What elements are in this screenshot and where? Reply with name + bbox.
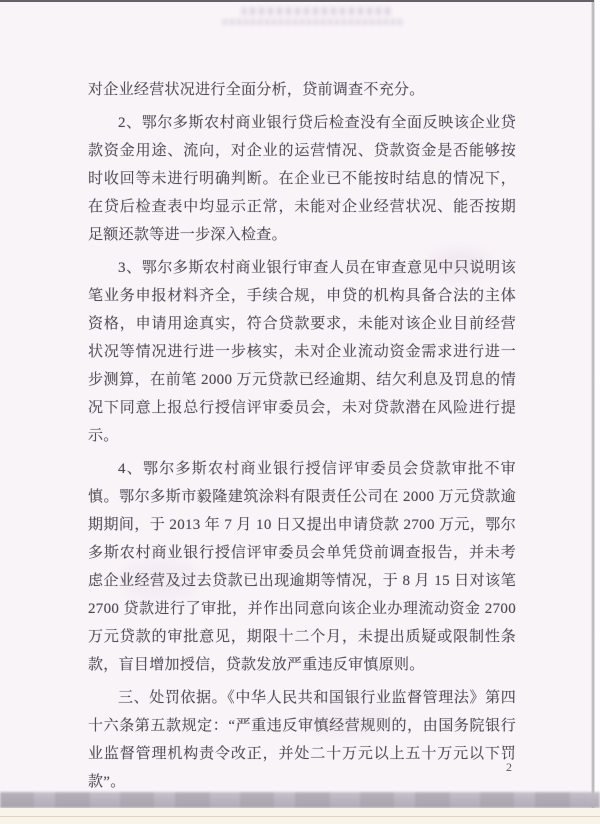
bleed-through-smudge [222,4,402,30]
paragraph-finding-3: 3、鄂尔多斯农村商业银行审查人员在审查意见中只说明该笔业务申报材料齐全，手续合规，申贷的机构具备合法的主体资格，申请用途真实，符合贷款要求，未能对该企业目前经营状况等情况进行进一步核实，未对企业流动资金需求进行进一步测算，在前笔 2000 万元贷款已经逾期、结欠利息及罚息的情况下同意上报总行授信评审委员会，未对贷款潜在风险进行提示。 [88,260,516,444]
page-number: 2 [506,760,512,774]
scan-bottom-shadow [0,792,600,808]
paragraph-penalty-basis: 三、处罚依据。《中华人民共和国银行业监督管理法》第四十六条第五款规定：“严重违反审慎经营规则的，由国务院银行业监督管理机构责令改正，并处二十万元以上五十万元以下罚款”。 [88,690,516,790]
paragraph-finding-4: 4、鄂尔多斯农村商业银行授信评审委员会贷款审批不审慎。鄂尔多斯市毅隆建筑涂料有限责任公司在 2000 万元贷款逾期期间，于 2013 年 7 月 10 日又提出申请贷款 2700 万元，鄂尔多斯农村商业银行授信评审委员会单凭贷前调查报告，并未考虑企业经营及过去贷款已出现逾期等情况，于 8 月 15 日对该笔 2700 贷款进行了审批，并作出同意向该企业办理流动资金 2700 万元贷款的审批意见，期限十二个月，未提出质疑或限制性条款，盲目增加授信，贷款发放严重违反审慎原则。 [88,461,516,673]
paragraph-continuation: 对企业经营状况进行全面分析，贷前调查不充分。 [88,82,425,98]
scan-bottom-paper [0,808,600,824]
scan-top-edge [0,0,600,2]
scan-right-edge [591,0,595,824]
document-body [88,76,516,801]
paragraph-finding-2: 2、鄂尔多斯农村商业银行贷后检查没有全面反映该企业贷款资金用途、流向，对企业的运营情况、贷款资金是否能够按时收回等未进行明确判断。在企业已不能按时结息的情况下，在贷后检查表中均显示正常，未能对企业经营状况、能否按期足额还款等进一步深入检查。 [88,115,516,243]
